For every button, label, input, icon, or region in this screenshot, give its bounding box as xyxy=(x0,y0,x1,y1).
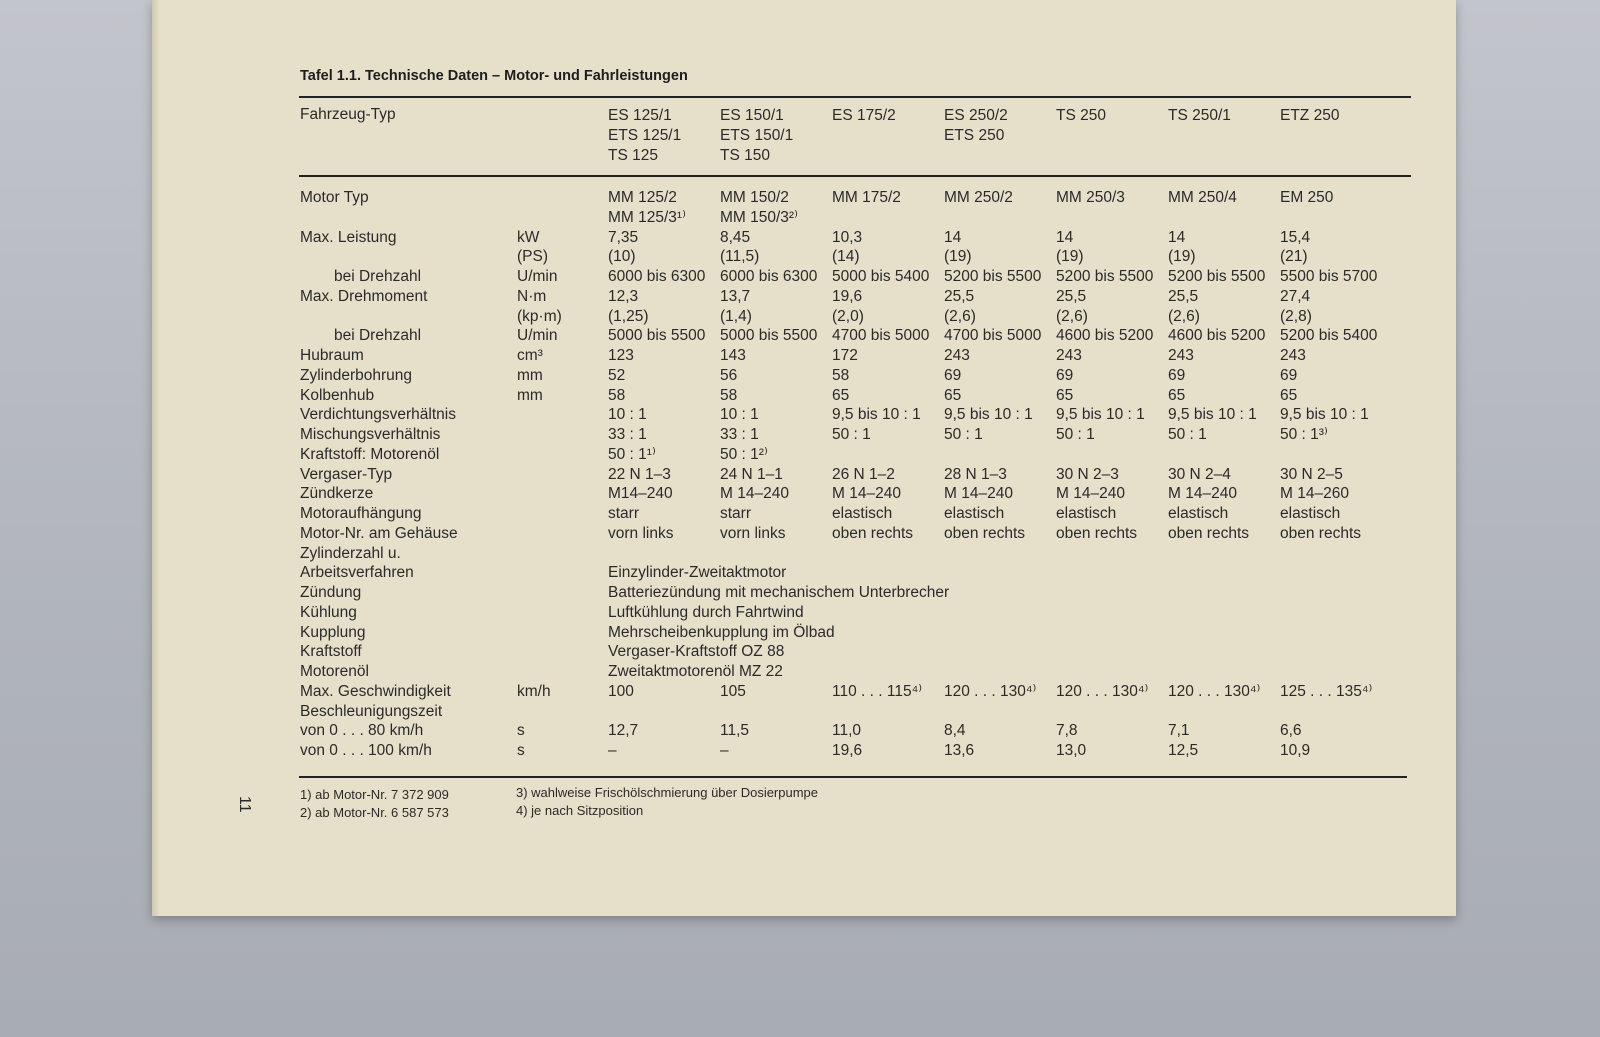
table-cell: 8,4 xyxy=(944,722,966,740)
row-label: Kraftstoff xyxy=(300,643,362,661)
table-cell: 26 N 1–2 xyxy=(832,465,895,483)
row-span-value: Mehrscheibenkupplung im Ölbad xyxy=(608,623,835,641)
table-cell: 9,5 bis 10 : 1 xyxy=(1280,406,1369,424)
table-cell: 69 xyxy=(944,366,962,384)
header-cell: ETS 250 xyxy=(944,127,1005,144)
table-cell: (14) xyxy=(832,248,860,266)
table-cell: oben rechts xyxy=(944,524,1025,542)
table-cell: 30 N 2–3 xyxy=(1056,465,1119,483)
table-cell: 7,8 xyxy=(1056,722,1078,740)
table-cell: 143 xyxy=(720,347,746,364)
table-row xyxy=(152,465,1452,485)
table-cell: M 14–260 xyxy=(1280,485,1349,503)
table-cell: 5200 bis 5500 xyxy=(1056,268,1154,285)
table-cell: 4600 bis 5200 xyxy=(1056,327,1154,345)
header-column xyxy=(832,106,896,126)
table-cell: oben rechts xyxy=(832,524,913,542)
table-cell: 9,5 bis 10 : 1 xyxy=(1168,406,1257,424)
row-label: Motor-Nr. am Gehäuse xyxy=(300,524,458,542)
table-cell: elastisch xyxy=(944,505,1005,522)
row-label: Max. Geschwindigkeit xyxy=(300,682,451,700)
table-cell: 19,6 xyxy=(832,287,863,305)
table-cell: 120 . . . 130⁴⁾ xyxy=(1168,682,1261,700)
footnote: 4) je nach Sitzposition xyxy=(516,803,644,818)
table-cell: 50 : 1 xyxy=(944,426,983,443)
table-row xyxy=(152,425,1452,445)
table-cell: (2,8) xyxy=(1280,307,1312,325)
table-cell: elastisch xyxy=(1168,505,1229,522)
table-row xyxy=(152,326,1452,346)
table-cell: M 14–240 xyxy=(832,485,901,503)
table-cell: 5000 bis 5500 xyxy=(720,327,818,345)
table-cell: 14 xyxy=(1168,228,1186,246)
table-row xyxy=(152,267,1452,287)
row-unit: mm xyxy=(517,386,543,404)
table-cell: 4700 bis 5000 xyxy=(832,327,930,345)
table-cell: 30 N 2–5 xyxy=(1280,465,1343,483)
table-cell: 10 : 1 xyxy=(720,406,759,424)
row-unit: km/h xyxy=(517,682,551,700)
table-cell: elastisch xyxy=(1280,505,1341,522)
header-cell: ETZ 250 xyxy=(1280,107,1340,124)
table-cell: M 14–240 xyxy=(1168,485,1237,503)
table-cell: (1,25) xyxy=(608,307,649,325)
table-row xyxy=(152,741,1452,761)
table-cell: 243 xyxy=(1056,347,1082,364)
table-cell: 69 xyxy=(1056,366,1074,384)
row-label: Verdichtungsverhältnis xyxy=(300,406,456,424)
table-cell: oben rechts xyxy=(1056,524,1137,542)
row-unit: s xyxy=(517,742,525,759)
table-cell: 243 xyxy=(944,347,970,364)
row-label: Arbeitsverfahren xyxy=(300,564,414,582)
footnote: 1) ab Motor-Nr. 7 372 909 xyxy=(300,787,449,802)
row-unit: U/min xyxy=(517,268,558,285)
footnote: 2) ab Motor-Nr. 6 587 573 xyxy=(300,805,449,820)
row-label: Motorenöl xyxy=(300,663,369,680)
row-label: Zylinderzahl u. xyxy=(300,544,401,562)
table-cell: 56 xyxy=(720,366,738,384)
table-cell: 12,7 xyxy=(608,722,639,740)
row-label: Kupplung xyxy=(300,623,366,641)
table-cell: 69 xyxy=(1168,366,1186,384)
table-cell: 13,7 xyxy=(720,287,751,305)
table-cell: 50 : 1¹⁾ xyxy=(608,445,656,463)
table-cell: 24 N 1–1 xyxy=(720,465,783,483)
table-cell: elastisch xyxy=(1056,505,1117,522)
table-cell: 110 . . . 115⁴⁾ xyxy=(832,682,923,700)
table-cell: 9,5 bis 10 : 1 xyxy=(832,406,921,424)
table-row xyxy=(152,386,1452,406)
table-cell: elastisch xyxy=(832,505,893,522)
table-cell: 12,5 xyxy=(1168,742,1199,759)
table-cell: 58 xyxy=(608,386,626,404)
table-row xyxy=(152,583,1452,603)
table-cell: 13,0 xyxy=(1056,742,1087,759)
row-label: Vergaser-Typ xyxy=(300,465,393,483)
header-column xyxy=(1280,106,1339,126)
table-cell: vorn links xyxy=(608,524,674,542)
table-cell: 65 xyxy=(1280,386,1298,404)
table-cell: 7,1 xyxy=(1168,722,1190,740)
table-cell: 65 xyxy=(832,386,850,404)
table-row xyxy=(152,544,1452,564)
table-cell: starr xyxy=(608,505,639,522)
book-page xyxy=(152,0,1456,916)
header-cell: TS 150 xyxy=(720,147,770,164)
row-unit: (kp·m) xyxy=(517,307,562,325)
row-span-value: Vergaser-Kraftstoff OZ 88 xyxy=(608,643,785,661)
header-column xyxy=(1056,106,1106,126)
table-cell: 4600 bis 5200 xyxy=(1168,327,1266,345)
table-cell: 52 xyxy=(608,366,626,384)
table-cell: (1,4) xyxy=(720,307,752,325)
footnote: 3) wahlweise Frischölschmierung über Dosierpumpe xyxy=(516,785,819,800)
bottom-rule xyxy=(299,776,1407,778)
table-cell: (21) xyxy=(1280,248,1308,266)
table-cell: 13,6 xyxy=(944,742,975,759)
table-cell: 5000 bis 5400 xyxy=(832,268,930,285)
row-unit: s xyxy=(517,722,525,740)
table-cell: 30 N 2–4 xyxy=(1168,465,1231,483)
table-cell: 4700 bis 5000 xyxy=(944,327,1042,345)
table-cell: 69 xyxy=(1280,366,1298,384)
header-column xyxy=(1168,106,1231,126)
row-label: von 0 . . . 100 km/h xyxy=(300,742,432,759)
table-cell: 105 xyxy=(720,682,746,700)
table-cell: (10) xyxy=(608,248,636,266)
table-cell: 6000 bis 6300 xyxy=(608,268,706,285)
page-number: 11 xyxy=(236,796,253,813)
table-cell: MM 150/3²⁾ xyxy=(720,208,798,226)
header-cell: TS 250 xyxy=(1056,107,1106,124)
row-unit: (PS) xyxy=(517,248,548,266)
table-cell: 8,45 xyxy=(720,228,751,246)
table-row xyxy=(152,702,1452,722)
table-cell: 9,5 bis 10 : 1 xyxy=(944,406,1033,424)
header-cell: ES 125/1 xyxy=(608,107,672,124)
table-cell: (19) xyxy=(944,248,972,266)
table-cell: 172 xyxy=(832,347,858,364)
table-cell: 50 : 1²⁾ xyxy=(720,445,768,463)
table-cell: 65 xyxy=(1168,386,1186,404)
table-row xyxy=(152,524,1452,544)
table-title: Tafel 1.1. Technische Daten – Motor- und Fahrleistungen xyxy=(300,68,688,84)
row-span-value: Batteriezündung mit mechanischem Unterbrecher xyxy=(608,584,950,601)
table-row xyxy=(152,642,1452,662)
row-unit: U/min xyxy=(517,327,558,345)
table-row xyxy=(152,603,1452,623)
table-cell: oben rechts xyxy=(1168,524,1249,542)
table-cell: 22 N 1–3 xyxy=(608,465,671,483)
table-cell: (2,6) xyxy=(1168,307,1200,325)
table-cell: MM 125/2 xyxy=(608,189,677,206)
row-label: Hubraum xyxy=(300,347,364,364)
table-cell: MM 250/2 xyxy=(944,189,1013,206)
table-row xyxy=(152,247,1452,267)
table-cell: 100 xyxy=(608,682,634,700)
table-cell: M 14–240 xyxy=(720,485,789,503)
table-cell: 243 xyxy=(1280,347,1306,364)
header-column xyxy=(720,106,793,166)
table-row xyxy=(152,445,1452,465)
table-row xyxy=(152,307,1452,327)
table-cell: (2,6) xyxy=(1056,307,1088,325)
table-row xyxy=(152,405,1452,425)
table-cell: 11,5 xyxy=(720,722,750,740)
row-unit: kW xyxy=(517,228,540,246)
table-cell: 5200 bis 5400 xyxy=(1280,327,1378,345)
table-cell: (19) xyxy=(1168,248,1196,266)
table-row xyxy=(152,208,1452,228)
table-cell: 33 : 1 xyxy=(720,426,759,443)
table-cell: (2,0) xyxy=(832,307,864,325)
row-unit: N·m xyxy=(517,287,547,305)
table-cell: 33 : 1 xyxy=(608,426,647,443)
table-cell: 6000 bis 6300 xyxy=(720,268,818,285)
row-label: bei Drehzahl xyxy=(334,268,422,285)
header-cell: ES 150/1 xyxy=(720,107,784,124)
table-cell: MM 175/2 xyxy=(832,189,901,206)
table-cell: 120 . . . 130⁴⁾ xyxy=(1056,682,1149,700)
row-label: Motor Typ xyxy=(300,189,369,206)
header-cell: ES 250/2 xyxy=(944,107,1008,124)
row-label: Zylinderbohrung xyxy=(300,366,413,384)
table-cell: MM 150/2 xyxy=(720,189,789,206)
table-cell: 7,35 xyxy=(608,228,639,246)
header-cell: ETS 125/1 xyxy=(608,127,682,144)
table-cell: starr xyxy=(720,505,751,522)
table-cell: MM 250/4 xyxy=(1168,189,1237,206)
table-cell: 123 xyxy=(608,347,634,364)
row-label: von 0 . . . 80 km/h xyxy=(300,722,424,740)
table-cell: 65 xyxy=(944,386,962,404)
table-row xyxy=(152,504,1452,524)
row-span-value: Luftkühlung durch Fahrtwind xyxy=(608,603,804,621)
table-cell: 9,5 bis 10 : 1 xyxy=(1056,406,1145,424)
table-cell: 25,5 xyxy=(944,287,975,305)
table-cell: MM 250/3 xyxy=(1056,189,1125,206)
header-rule xyxy=(299,175,1411,177)
row-label: Kühlung xyxy=(300,603,357,621)
table-cell: 58 xyxy=(832,366,850,384)
table-cell: 50 : 1 xyxy=(1056,426,1095,443)
row-unit: mm xyxy=(517,366,543,384)
table-cell: 10,3 xyxy=(832,228,863,246)
table-cell: 12,3 xyxy=(608,287,639,305)
table-row xyxy=(152,623,1452,643)
table-cell: M14–240 xyxy=(608,485,673,503)
table-cell: EM 250 xyxy=(1280,189,1334,206)
table-cell: 58 xyxy=(720,386,738,404)
table-cell: 10,9 xyxy=(1280,742,1311,759)
row-label: Max. Drehmoment xyxy=(300,287,428,305)
table-cell: M 14–240 xyxy=(1056,485,1125,503)
table-row xyxy=(152,721,1452,741)
table-cell: 65 xyxy=(1056,386,1074,404)
row-label: Motoraufhängung xyxy=(300,505,422,522)
table-cell: 10 : 1 xyxy=(608,406,647,424)
table-cell: – xyxy=(608,742,617,759)
table-cell: 15,4 xyxy=(1280,228,1311,246)
row-label: Kraftstoff: Motorenöl xyxy=(300,445,440,463)
header-label: Fahrzeug-Typ xyxy=(300,106,396,123)
table-cell: 6,6 xyxy=(1280,722,1302,740)
row-label: bei Drehzahl xyxy=(334,327,422,345)
table-cell: 5000 bis 5500 xyxy=(608,327,706,345)
table-cell: 25,5 xyxy=(1168,287,1199,305)
table-cell: 243 xyxy=(1168,347,1194,364)
table-cell: 125 . . . 135⁴⁾ xyxy=(1280,682,1373,700)
table-cell: – xyxy=(720,742,729,759)
table-cell: 27,4 xyxy=(1280,287,1311,305)
table-cell: MM 125/3¹⁾ xyxy=(608,208,686,226)
row-label: Mischungsverhältnis xyxy=(300,426,441,443)
table-cell: (2,6) xyxy=(944,307,976,325)
table-row xyxy=(152,346,1452,366)
row-unit: cm³ xyxy=(517,347,543,364)
row-span-value: Einzylinder-Zweitaktmotor xyxy=(608,564,787,582)
header-cell: TS 250/1 xyxy=(1168,107,1231,124)
table-cell: 5500 bis 5700 xyxy=(1280,268,1378,285)
row-label: Zündkerze xyxy=(300,485,374,503)
table-cell: 5200 bis 5500 xyxy=(1168,268,1266,285)
header-column xyxy=(608,106,681,166)
table-cell: (19) xyxy=(1056,248,1084,266)
table-cell: 50 : 1³⁾ xyxy=(1280,426,1328,443)
table-cell: 50 : 1 xyxy=(832,426,871,443)
table-row xyxy=(152,662,1452,682)
table-row xyxy=(152,484,1452,504)
table-row xyxy=(152,188,1452,208)
header-column xyxy=(944,106,1008,146)
table-row xyxy=(152,366,1452,386)
row-span-value: Zweitaktmotorenöl MZ 22 xyxy=(608,663,783,680)
header-cell: TS 125 xyxy=(608,147,658,164)
top-rule xyxy=(299,96,1411,98)
table-cell: 19,6 xyxy=(832,742,863,759)
table-cell: 25,5 xyxy=(1056,287,1087,305)
table-cell: oben rechts xyxy=(1280,524,1361,542)
table-row xyxy=(152,287,1452,307)
table-cell: 5200 bis 5500 xyxy=(944,268,1042,285)
row-label: Kolbenhub xyxy=(300,386,375,404)
table-cell: 14 xyxy=(1056,228,1074,246)
table-cell: 14 xyxy=(944,228,962,246)
row-label: Max. Leistung xyxy=(300,228,397,246)
table-row xyxy=(152,228,1452,248)
table-cell: (11,5) xyxy=(720,248,760,266)
table-cell: 28 N 1–3 xyxy=(944,465,1007,483)
table-cell: M 14–240 xyxy=(944,485,1013,503)
table-cell: 50 : 1 xyxy=(1168,426,1207,443)
table-row xyxy=(152,682,1452,702)
table-cell: 11,0 xyxy=(832,722,862,740)
table-row xyxy=(152,563,1452,583)
row-label: Zündung xyxy=(300,584,362,601)
table-cell: vorn links xyxy=(720,524,786,542)
header-cell: ES 175/2 xyxy=(832,107,896,124)
table-cell: 120 . . . 130⁴⁾ xyxy=(944,682,1037,700)
header-cell: ETS 150/1 xyxy=(720,127,794,144)
row-label: Beschleunigungszeit xyxy=(300,702,443,720)
